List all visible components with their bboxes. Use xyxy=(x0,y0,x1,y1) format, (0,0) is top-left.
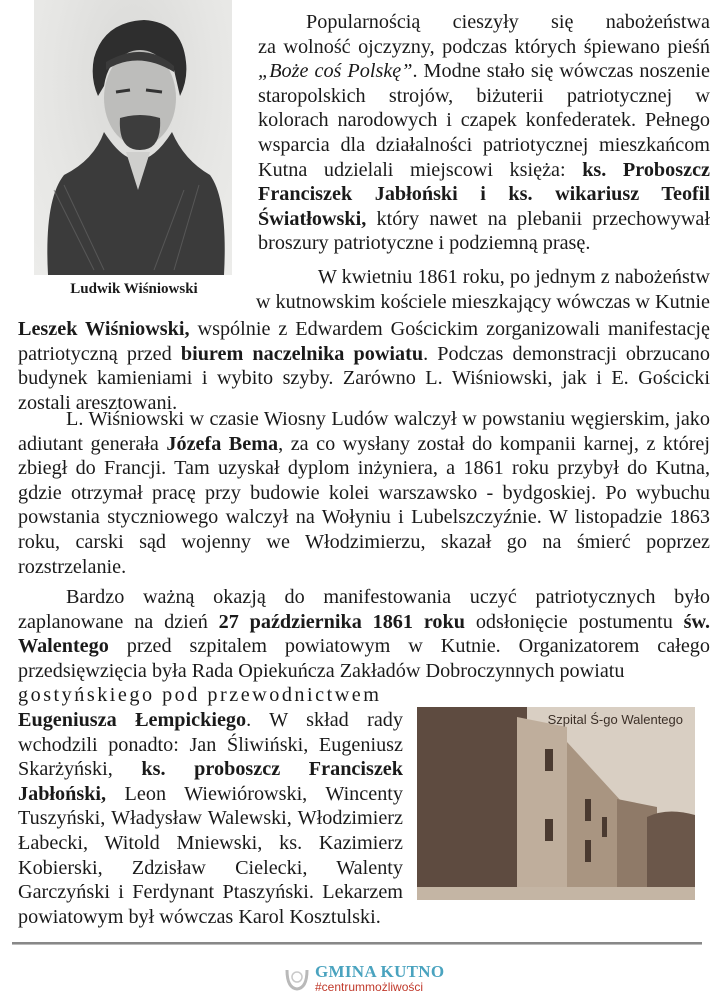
paragraph-st-valentine-monument xyxy=(18,585,710,708)
paragraph-text: . Podczas demonstracji obrzucano budynek kamieniami i wybito szyby. Zarówno L. Wiśniowski, jak i E. Gościcki zostali aresztowani. xyxy=(18,342,710,414)
paragraph-april-1861-intro xyxy=(235,265,710,314)
place-name: biurem naczelnika powiatu xyxy=(180,342,424,365)
portrait-caption: Ludwik Wiśniowski xyxy=(70,281,198,297)
paragraph-text: , za co wysłany został do kompanii karnej, z której zbiegł do Francji. Tam uzyskał dyplom inżyniera, a 1861 roku przybył do Kutna, gdzie otrzymał pracę przy budowie kolei warszawsko - bydgoskiej. Po wybuchu powstania styczniowego walczył na Wołyniu i Lubelszczyźnie. W listopadzie 1863 roku, carski sąd wojenny we Włodzimierzu, skazał go na śmierć poprzez rozstrzelanie. xyxy=(18,432,711,578)
logo-tagline: #centrummożliwości xyxy=(315,979,424,994)
priests-names: ks. Proboszcz Franciszek Jabłoński i ks. wikariusz Teofil Światłowski, xyxy=(258,158,710,230)
person-name: Leszek Wiśniowski, xyxy=(18,318,190,340)
paragraph-wisniowski-biography xyxy=(18,407,710,579)
paragraph-text: . Modne stało się wówczas noszenie staropolskich strojów, biżuterii patriotycznej w kolorach narodowych i czapek konfederatek. Pełnego wsparcia dla działalności patriotycznej mieszkańcom Kutna udzielali miejscowi księża: xyxy=(258,60,710,181)
logo-name: GMINA KUTNO xyxy=(315,961,445,981)
paragraph-text: . W skład rady wchodzili ponadto: Jan Śliwiński, Eugeniusz Skarżyński, xyxy=(18,709,403,781)
paragraph-text: Leon Wiewiórowski, Wincenty Tuszyński, Władysław Walewski, Włodzimierz Łabecki, Witold Mniewski, ks. Kazimierz Kobierski, Zdzisław Cielecki, Walenty Garczyński i Ferdynant Ptaszyński. Lekarzem powiatowym był wówczas Karol Kosztulski. xyxy=(18,782,403,928)
priest-name: ks. proboszcz Franciszek Jabłoński, xyxy=(18,758,403,805)
paragraph-text: wspólnie z Edwardem Gościckim zorganizowali manifestację patriotyczną przed xyxy=(18,318,710,365)
portrait-image xyxy=(34,0,232,275)
paragraph-line: W kwietniu 1861 roku, po jednym z nabożeństw xyxy=(317,266,710,288)
paragraph-line: w kutnowskim kościele mieszkający wówczas w Kutnie xyxy=(255,290,710,313)
chair-name: Eugeniusza Łempickiego xyxy=(18,709,247,731)
paragraph-line: gostyńskiego pod przewodnictwem xyxy=(18,684,382,707)
paragraph-text: L. Wiśniowski w czasie Wiosny Ludów walczył w powstaniu węgierskim, jako adiutant generała xyxy=(18,408,710,455)
paragraph-text: Bardzo ważną okazją do manifestowania uczyć patriotycznych było zaplanowane na dzień xyxy=(18,586,710,633)
paragraph-first-line: Popularnością cieszyły się nabożeństwa xyxy=(306,11,710,33)
hospital-photo xyxy=(417,707,695,900)
paragraph-devotions xyxy=(258,10,710,256)
paragraph-text: przed szpitalem powiatowym w Kutnie. Organizatorem całego przedsięwzięcia była Rada Opiekuńcza Zakładów Dobroczynnych powiatu xyxy=(18,635,710,682)
saint-name: św. Walentego xyxy=(18,610,710,658)
general-name: Józefa Bema xyxy=(166,432,279,455)
hospital-illustration xyxy=(417,707,695,900)
paragraph-text: który nawet na plebanii przechowywał broszury patriotyczne i podziemną prasę. xyxy=(258,207,710,255)
paragraph-council-members xyxy=(18,708,403,929)
logo-emblem-icon xyxy=(283,964,311,992)
divider-line xyxy=(12,942,702,945)
paragraph-april-1861 xyxy=(18,317,710,415)
song-title: „Boże coś Polskę” xyxy=(258,60,413,83)
event-date: 27 października 1861 roku xyxy=(218,610,465,633)
logo-text xyxy=(315,963,444,994)
paragraph-text: odsłonięcie postumentu xyxy=(464,610,684,633)
gmina-kutno-logo[interactable] xyxy=(283,960,453,996)
portrait-illustration xyxy=(34,0,232,275)
photo-label: Szpital Ś-go Walentego xyxy=(547,712,683,727)
paragraph-text: za wolność ojczyzny, podczas których śpiewano pieśń xyxy=(258,35,710,58)
